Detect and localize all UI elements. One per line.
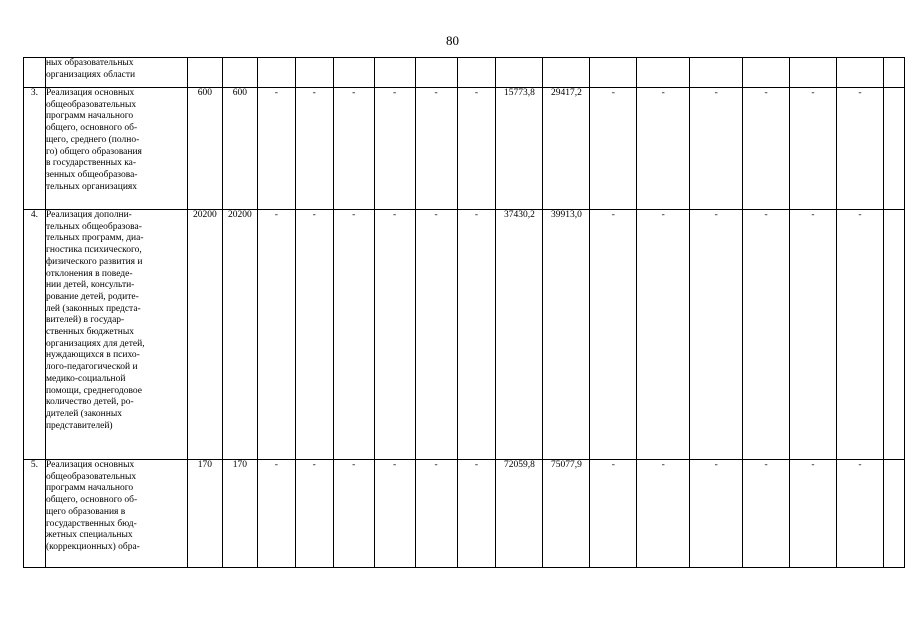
description-line: вителей) в государ- [45,315,125,326]
description-line: лого-педагогической и [45,362,138,373]
value-cell [590,58,637,88]
description-line: в государственных ка- [45,158,137,169]
value-cell: - [743,460,790,568]
description-line: зенных общеобразова- [45,169,138,180]
value-cell: - [295,88,333,210]
description-line: щего образования в [45,506,126,517]
value-cell: - [790,88,837,210]
value-cell: - [257,88,295,210]
value-cell: 600 [222,88,257,210]
value-cell: - [333,460,374,568]
value-cell: - [457,88,496,210]
value-cell: - [333,210,374,460]
description-line: общеобразовательных [45,471,137,482]
value-cell: - [743,88,790,210]
value-cell: 75077,9 [543,460,590,568]
value-cell: - [257,460,295,568]
value-cell [883,460,904,568]
row-number: 3. [24,88,46,210]
value-cell [883,88,904,210]
value-cell: 170 [222,460,257,568]
description-line: го) общего образования [45,146,142,157]
row-description [45,460,187,568]
value-cell: - [690,88,743,210]
table-row [24,58,905,88]
value-cell: - [637,210,690,460]
description-line: медико-социальной [45,373,126,384]
description-line: Реализация дополни- [45,210,132,220]
data-table [23,57,905,568]
description-line: программ начального [45,111,134,122]
value-cell [457,58,496,88]
value-cell: 170 [187,460,222,568]
value-cell [415,58,457,88]
value-cell [333,58,374,88]
table-row [24,210,905,460]
value-cell: - [637,460,690,568]
description-line: лей (законных предста- [45,303,141,314]
value-cell: 20200 [187,210,222,460]
value-cell [883,58,904,88]
value-cell: - [374,88,415,210]
value-cell: - [590,210,637,460]
description-line: ных образовательных [45,58,134,68]
description-line: отклонения в поведе- [45,268,133,279]
description-line: (коррекционных) обра- [45,541,140,552]
value-cell [690,58,743,88]
description-line: рование детей, родите- [45,291,139,302]
value-cell: 20200 [222,210,257,460]
description-line: количество детей, ро- [45,397,134,408]
description-line: жетных специальных [45,530,133,541]
value-cell: - [637,88,690,210]
description-line: Реализация основных [45,88,135,98]
description-line: тельных программ, диа- [45,233,144,244]
value-cell: - [790,210,837,460]
description-line: общего, основного об- [45,495,138,506]
value-cell [295,58,333,88]
description-line: дителей (законных [45,408,122,419]
value-cell: 15773,8 [496,88,543,210]
description-line: общеобразовательных [45,99,137,110]
description-line: ственных бюджетных [45,327,134,338]
value-cell [222,58,257,88]
value-cell: 29417,2 [543,88,590,210]
row-number: 4. [24,210,46,460]
row-description [45,88,187,210]
page-number: 80 [446,33,459,48]
value-cell [743,58,790,88]
value-cell: - [836,88,883,210]
description-line: программ начального [45,483,134,494]
value-cell: - [836,460,883,568]
description-line: нии детей, консульти- [45,280,135,291]
description-line: организациях для детей, [45,338,145,349]
value-cell: - [257,210,295,460]
description-line: государственных бюд- [45,518,137,529]
value-cell [637,58,690,88]
description-line: гностика психического, [45,245,142,256]
value-cell: 39913,0 [543,210,590,460]
description-line: нуждающихся в психо- [45,350,140,361]
value-cell [836,58,883,88]
row-number: 5. [24,460,46,568]
description-line: тельных организациях [45,181,138,192]
value-cell: 72059,8 [496,460,543,568]
table-row [24,88,905,210]
value-cell: - [790,460,837,568]
value-cell: - [690,210,743,460]
value-cell: 37430,2 [496,210,543,460]
row-number [24,58,46,88]
value-cell: - [295,460,333,568]
description-line: представителей) [45,420,113,431]
description-line: помощи, среднегодовое [45,385,142,396]
value-cell: - [333,88,374,210]
row-description [45,58,187,88]
value-cell: 600 [187,88,222,210]
value-cell: - [836,210,883,460]
table-row [24,460,905,568]
value-cell: - [374,460,415,568]
row-description [45,210,187,460]
value-cell [257,58,295,88]
value-cell: - [590,88,637,210]
value-cell: - [415,210,457,460]
value-cell: - [415,88,457,210]
value-cell [374,58,415,88]
value-cell: - [295,210,333,460]
value-cell: - [374,210,415,460]
value-cell [496,58,543,88]
value-cell: - [690,460,743,568]
value-cell: - [590,460,637,568]
description-line: общего, основного об- [45,123,138,134]
value-cell: - [457,210,496,460]
value-cell [790,58,837,88]
description-line: физического развития и [45,256,143,267]
description-line: щего, среднего (полно- [45,134,140,145]
value-cell: - [415,460,457,568]
value-cell: - [743,210,790,460]
description-line: Реализация основных [45,460,135,470]
value-cell [883,210,904,460]
value-cell [543,58,590,88]
value-cell [187,58,222,88]
description-line: организациях области [45,69,136,80]
description-line: тельных общеобразова- [45,221,142,232]
value-cell: - [457,460,496,568]
